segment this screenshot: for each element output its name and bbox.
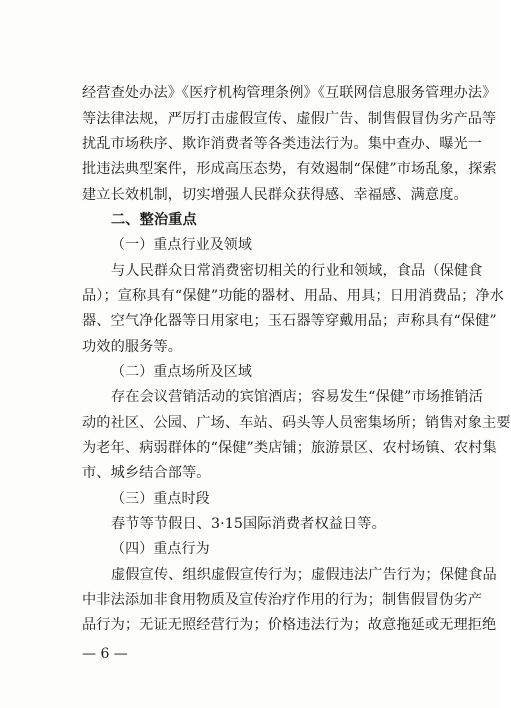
body-text-line: 品行为；无证无照经营行为；价格违法行为；故意拖延或无理拒绝 — [82, 617, 497, 633]
body-text-line: 功效的服务等。 — [82, 339, 183, 355]
subsection-heading: （一）重点行业及领域 — [111, 237, 252, 253]
body-text-line: 与人民群众日常消费密切相关的行业和领域，食品（保健食 — [111, 263, 483, 279]
body-text-line: 动的社区、公园、广场、车站、码头等人员密集场所；销售对象主要 — [82, 415, 511, 431]
body-text-line: 器、空气净化器等日用家电；玉石器等穿戴用品；声称具有“保健” — [82, 313, 497, 329]
body-text-line: 为老年、病弱群体的“保健”类店铺；旅游景区、农村场镇、农村集 — [82, 440, 497, 456]
body-text-line: 品）；宣称具有“保健”功能的器材、用品、用具；日用消费品；净水 — [82, 288, 504, 304]
body-text-line: 经营查处办法》《医疗机构管理条例》《互联网信息服务管理办法》 — [82, 85, 497, 101]
page-number: — 6 — — [82, 646, 128, 662]
body-text-line: 建立长效机制，切实增强人民群众获得感、幸福感、满意度。 — [82, 187, 468, 203]
subsection-heading: （三）重点时段 — [111, 491, 210, 507]
body-text-line: 批违法典型案件，形成高压态势，有效遏制“保健”市场乱象，探索 — [82, 161, 497, 177]
body-text-line: 市、城乡结合部等。 — [82, 465, 211, 481]
section-heading: 二、整治重点 — [111, 212, 197, 228]
subsection-heading: （四）重点行为 — [111, 541, 210, 557]
body-text-line: 扰乱市场秩序、欺诈消费者等各类违法行为。集中查办、曝光一 — [82, 136, 483, 152]
body-text-line: 等法律法规，严厉打击虚假宣传、虚假广告、制售假冒伪劣产品等 — [82, 111, 497, 127]
body-text-line: 虚假宣传、组织虚假宣传行为；虚假违法广告行为；保健食品 — [111, 567, 497, 583]
body-text-line: 存在会议营销活动的宾馆酒店；容易发生“保健”市场推销活 — [111, 389, 483, 405]
body-text-line: 春节等节假日、3·15国际消费者权益日等。 — [111, 516, 386, 532]
body-text-line: 中非法添加非食用物质及宣传治疗作用的行为；制售假冒伪劣产 — [82, 592, 483, 608]
subsection-heading: （二）重点场所及区域 — [111, 364, 252, 380]
